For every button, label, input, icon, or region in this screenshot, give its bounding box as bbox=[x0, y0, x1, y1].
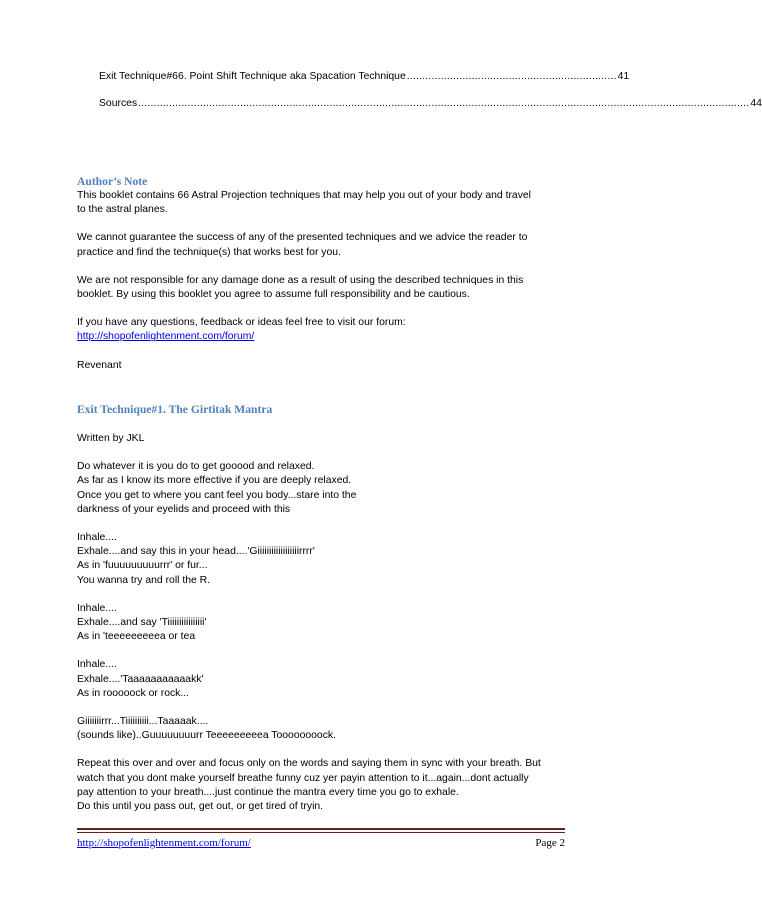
page-number: Page 2 bbox=[535, 837, 565, 849]
footer-rule bbox=[77, 828, 565, 830]
footer-rule-thin bbox=[77, 832, 565, 833]
technique-author: Written by JKL bbox=[77, 433, 145, 444]
technique-1-heading: Exit Technique#1. The Girtitak Mantra bbox=[77, 403, 273, 416]
authors-note-paragraph: This booklet contains 66 Astral Projection techniques that may help you out of your body and travel to the astral planes. bbox=[77, 190, 531, 216]
authors-note-paragraph: If you have any questions, feedback or ideas feel free to visit our forum: http://shopofenlightenment.com/forum/ bbox=[77, 317, 406, 343]
technique-1-section bbox=[77, 403, 565, 814]
technique-paragraph: Giiiiiiirrr...Tiiiiiiiiii...Taaaaak.... (sounds like)..Guuuuuuuurr Teeeeeeeeea Toooooooock. bbox=[77, 716, 336, 742]
authors-note-paragraph: We are not responsible for any damage done as a result of using the described techniques in this booklet. By using this booklet you agree to assume full responsibility and be cautious. bbox=[77, 274, 524, 301]
technique-paragraph: Inhale.... Exhale....and say 'Tiiiiiiiiiiiiiiii' As in 'teeeeeeeeea or tea bbox=[77, 602, 207, 643]
page-footer bbox=[77, 836, 565, 850]
toc-dot-leader: .................................................................... bbox=[406, 71, 617, 82]
toc-entry-title: Sources bbox=[99, 98, 138, 109]
technique-paragraph: Do whatever it is you do to get gooood and relaxed. As far as I know its more effective if you are deeply relaxed. Once you get to where you cant feel you body...stare into the darkness of your eyelids and proceed with this bbox=[77, 461, 357, 515]
authors-note-heading: Author’s Note bbox=[77, 175, 148, 188]
technique-paragraph: Repeat this over and over and focus only on the words and saying them in sync with your breath. But watch that you dont make yourself breathe funny cuz yer payin attention to it...again...dont actually pay attention to your breath....just continue the mantra every time you go to exhale. Do this until you pass out, get out, or get tired of tryin. bbox=[77, 758, 541, 813]
toc-entry-66[interactable] bbox=[99, 70, 630, 84]
technique-paragraph: Inhale.... Exhale....and say this in your head....'Giiiiiiiiiiiiiiiiiirrrr' As in 'fuuuuuuuuurrr' or fur... You wanna try and roll the R. bbox=[77, 532, 315, 586]
toc-dot-leader: ...................................................................................................................................................................................................... bbox=[138, 98, 750, 109]
toc-entry-page: 41 bbox=[617, 71, 630, 82]
authors-note-section bbox=[77, 175, 565, 373]
toc-entry-page: 44 bbox=[750, 98, 762, 109]
toc-entry-sources[interactable] bbox=[99, 97, 762, 111]
forum-link[interactable]: http://shopofenlightenment.com/forum/ bbox=[77, 331, 255, 343]
authors-note-paragraph: We cannot guarantee the success of any of the presented techniques and we advice the reader to practice and find the technique(s) that works best for you. bbox=[77, 232, 528, 258]
author-signature: Revenant bbox=[77, 359, 122, 371]
table-of-contents bbox=[99, 70, 762, 111]
footer-forum-link[interactable]: http://shopofenlightenment.com/forum/ bbox=[77, 837, 251, 849]
toc-entry-title: Exit Technique#66. Point Shift Technique aka Spacation Technique bbox=[99, 71, 406, 82]
technique-paragraph: Inhale.... Exhale....'Taaaaaaaaaaakk' As in rooooock or rock... bbox=[77, 659, 204, 699]
